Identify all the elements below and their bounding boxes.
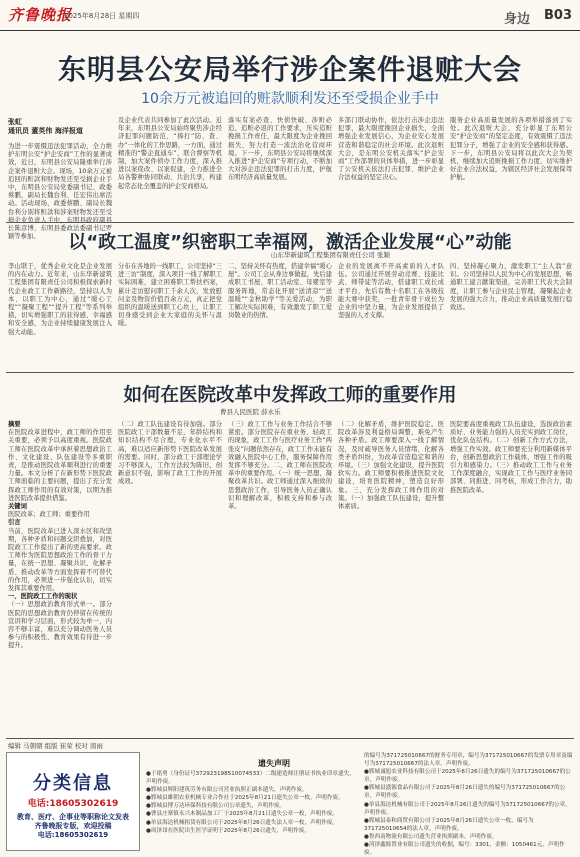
abstract-text: 在医院改革进程中，政工师的作用至关重要，必须予以高度重视。医院政工师在医院改革中承担着思想政治工作、文化建设、队伍建设等多重职责，是推动医院改革顺利进行的重要力量。本文分析了在新形势下医院政工师面临的主要问题，提出了充分发挥政工师作用的有效对策，以期为推进医院改革提供借鉴。: [8, 429, 112, 502]
lost-notice-entry: ●郓城县博万达环保科技有限公司公章遗失，声明作废。: [146, 803, 286, 810]
classified-line: 齐鲁晚报专版，欢迎投稿: [34, 822, 112, 830]
lost-notice-entry: ●郓城县泰和商贸有限公司于2025年8月26日遗失公章一枚，编号为371725010654的法人章，声明作废。: [364, 817, 534, 832]
article2-column-1: 李山联于，优秀企业文化是企业发展的内在动力。近年来，山东华新建筑工程集团有限责任公司积极探索新时代企业政工工作新路径，坚持以人为本、以职工为中心，通过“暖心工程”“凝聚工程”“提升工程”等系列举措，切实增强职工的获得感、幸福感和安全感，为企业持续健康发展注入强大动能。: [8, 263, 112, 336]
lost-notice-entry: ●于绪勇（身份证号372923198510074533）二级建造师注册证书执业印章遗失，声明作废。: [146, 771, 355, 786]
classified-line: 电话:18605302619: [37, 831, 109, 839]
newspaper-logo: 齐鲁晚报: [8, 6, 73, 24]
article3-column-2: （二）政工队伍建设有待加强。部分医院政工干部数量不足，年龄结构和知识结构不尽合理，专业化水平不高，难以适应新形势下医院改革发展的需要。同时，部分政工干部理论学习不够深入，工作方法较为陈旧，创新意识不强，影响了政工工作的开展成效。: [118, 421, 222, 486]
lost-notice-entry: ●菏泽鑫源置业有限公司遗失的收据，编号：3301，金额：1050461元，声明作废。: [364, 842, 565, 857]
section-text: （一）思想政治教育形式单一。部分医院的思想政治教育仍停留在传统的宣讲和学习层面，形式较为单一，内容不够丰富，难以充分调动医务人员参与的积极性，教育效果有待进一步提升。: [8, 601, 112, 650]
issue-date: 2025年8月28日 星期四: [64, 12, 140, 20]
divider: [6, 738, 574, 739]
keywords-label: 关键词: [8, 503, 27, 511]
article1-column-3: 落实有案必查、快侦快破、涉赃必追、追赃必返的工作要求，压实追赃挽损工作责任，最大限度为企业挽回损失，努力打造一流法治化营商环境。下一步，东明县公安局将继续深入推进“护企安商”专项行动，不断加大对涉企违法犯罪的打击力度，护航东明经济高质量发展。: [228, 117, 332, 182]
article2-column-5: 四、坚持凝心聚力，激发职工“主人翁”意识。公司坚持以人民为中心的发展思想，畅通职工建言献策渠道，完善职工代表大会制度，让职工参与企业民主管理，凝聚起企业发展的强大合力，推动企业高质量发展行稳致远。: [450, 263, 572, 312]
lost-notice-entry: ●周泽昂在医院出生医学证明于2025年8月26日遗失，声明作废。: [146, 827, 311, 834]
article3-source: 曹县人民医院 薛永乐: [220, 408, 281, 416]
lost-notice-entry: ●郓城县盛源食品有限公司于2025年8月26日遗失的编号为371725010667的公章，声明作废。: [364, 785, 566, 800]
article1-column-4: 多部门联动协作，依法打击涉企违法犯罪，最大限度挽回企业损失，全面增强企业发展信心，为企业安心发展营造和谐稳定的社会环境。此次退赃大会，是东明公安机关落实“护企安商”工作部署的具体举措，进一步彰显了公安机关依法打击犯罪、维护企业合法权益的坚定决心。: [338, 117, 444, 182]
lost-notice-entry: ●郓城县雄朝农业机械专业合作社于2025年8月21日遗失公章一枚，声明作废。: [146, 795, 344, 802]
classified-phone: 电话:18605302619: [27, 799, 119, 809]
article3-column-3: （三）政工工作与业务工作结合不够紧密。部分医院存在重业务、轻政工的现象，政工工作与医疗业务工作“两张皮”问题依然存在，政工工作未能有效融入医院中心工作，服务保障作用发挥不够充分。二、政工师在医院改革中的重要作用。（一）统一思想，凝聚改革共识。政工师通过深入细致的思想政治工作，引导医务人员正确认识和理解改革，积极支持和参与改革。: [228, 421, 333, 511]
classified-body: [11, 813, 135, 840]
article3-column-1: [8, 421, 112, 735]
keywords-text: 医院改革；政工师；重要作用: [8, 511, 90, 519]
article-title-second: 以“政工温度”织密职工幸福网，激活企业发展“心”动能: [68, 232, 512, 253]
byline-correspondents: 通讯员 董英伟 海洋报道: [8, 127, 83, 135]
lost-notice-column-left: [146, 770, 358, 850]
divider: [6, 222, 574, 223]
section-heading: 一、医院政工工作的现状: [8, 593, 78, 601]
article2-source: 山东华新建筑工程集团有限责任公司 张颖: [270, 251, 390, 259]
abstract-label: 摘要: [8, 421, 21, 428]
article2-column-3: 二、坚持关怀有热度，搭建幸福“暖心屋”。公司工会从身边事做起，先后建成职工书屋、职工活动室、母婴室等服务阵地，常态化开展“送清凉”“送温暖”“金秋助学”等关爱活动，为职工解决实际困难，有效激发了职工爱岗敬业的热情。: [228, 263, 333, 320]
article3-column-4: （二）化解矛盾，维护医院稳定。医院改革涉及利益格局调整，难免产生各种矛盾。政工师要深入一线了解情况，及时疏导医务人员情绪，化解各类矛盾纠纷，为改革营造稳定和谐的环境。（三）加强文化建设，提升医院软实力。政工师要积极推进医院文化建设，培育医院精神，塑造良好形象。三、充分发挥政工师作用的对策。（一）加强政工队伍建设，提升整体素质。: [338, 421, 444, 511]
article1-column-5: 服务企业高质量发展的各项举措落到了实处。此次退赃大会，充分彰显了东明公安“护企安商”的坚定态度，有效震慑了违法犯罪分子，增强了企业的安全感和获得感。下一步，东明县公安局将以此次大会为契机，继续加大追赃挽损工作力度，切实维护好企业合法权益，为辖区经济社会发展保驾护航。: [450, 117, 572, 182]
lost-notice-column-right: [364, 752, 574, 857]
lost-notice-entry: ●郓城诚旭农业科技有限公司于2025年8月26日遗失的编号为371725010667的公章，声明作废。: [364, 769, 571, 784]
article3-column-5: 医院要高度重视政工队伍建设，选拔政治素质好、业务能力强的人员充实到政工岗位，优化队伍结构。（二）创新工作方式方法，增强工作实效。政工师要充分利用新媒体平台，创新思想政治工作载体，增强工作的吸引力和感染力。（三）推动政工工作与业务工作深度融合，实现政工工作与医疗业务同部署、同推进、同考核，形成工作合力，助推医院改革。: [450, 421, 572, 494]
lost-notice-entry: ●曹县庄寨镇永兴木制品加工厂于2025年8月21日遗失公章一枚，声明作废。: [146, 811, 339, 818]
lost-notice-title: 遗失声明: [258, 759, 290, 768]
lost-notice-entry: ●郓城县辉阳建筑劳务有限公司营业执照正副本遗失，声明作废。: [146, 787, 308, 794]
masthead: [0, 0, 580, 31]
editor-credits: 编辑 马朝朝 组版 崔荣 校对 南雨: [8, 742, 103, 750]
page-number: B03: [544, 8, 572, 23]
classified-line: 教育、医疗、企事业等职称论文发表: [17, 813, 129, 821]
article-title-main: 东明县公安局举行涉企案件退赃大会: [57, 53, 522, 86]
article2-column-2: 分布在各地的一线职工，公司坚持“三进三访”制度，深入项目一线了解职工实际困难，建立困难职工帮扶档案，累计走访慰问职工千余人次，发放慰问金及物资价值百余万元，真正把党组织的温暖送到职工心坎上，让职工切身感受到企业大家庭的关怀与温暖。: [118, 263, 223, 328]
byline-reporter: 张虹: [8, 118, 22, 126]
article2-column-4: 企业的发展离不开高素质的人才队伍。公司通过开展劳动竞赛、技能比武、师带徒等活动，搭建职工成长成才平台，先后有数十名职工在各级技能大赛中获奖，一批青年骨干成长为企业的中坚力量，为企业发展提供了坚强的人才支撑。: [338, 263, 444, 320]
article1-column-1: 为进一步震慑违法犯罪活动，全力维护东明公安“护企安商”工作的显著成效，近日，东明县公安局隆重举行涉企案件退赃大会。现场，10余万元被追回的赃款和财物发还至受损企业手中，东明县公安局党委副书记、政委蔡鹏，副局长魏台利、任宏伟出席活动。活动现场，政委蔡鹏、副局长魏台利分别将赃款和涉案财物发还至受损企业负责人手中，东明县政府副县长陈彦博、东明县委政法委副书记罗颖等参加。: [8, 143, 112, 241]
lost-notice-entry: 的编号为371725010667的财务专用章，编号为371725010667的发票专用章及编号为371725010667的法人章，声明作废。: [364, 753, 573, 768]
article-subtitle-main: 10余万元被追回的赃款顺利发还至受损企业手中: [141, 91, 439, 107]
lost-notice-entry: ●鲁西南物流有限公司遗失营业执照副本，声明作废。: [364, 833, 498, 840]
classified-ad-box: [6, 752, 140, 851]
section-name: 身边: [503, 12, 530, 27]
lost-notice-entry: ●单县海达机械有限公司于2025年8月26日遗失的编号为371725010667的公章，声明作废。: [364, 801, 571, 816]
intro-text: 当前，医院改革已进入深水区和攻坚期，各种矛盾和问题交织叠加，对医院政工工作提出了新的更高要求。政工师作为医院思想政治工作的骨干力量，在统一思想、凝聚共识、化解矛盾、推动改革等方面发挥着不可替代的作用，必须进一步强化认识，切实发挥其重要作用。: [8, 527, 112, 593]
article1-column-2: 及企业代表共同参加了此次活动。近年来，东明县公安局始终聚焦涉企经济犯罪问题防范、“捧打”防、查、办”一体化的工作思路，一方面，通过精准的“警企直通车”、联合督察等机制，加大案件侦办工作力度，深入推进以案促改、以案促建，全力推进全局各警种协同联动、共治共享，构建起常态化全覆盖的护企安商格局。: [118, 117, 223, 190]
lost-notice-entry: ●单县海达机械租赁有限公司于2025年8月26日遗失法人章一枚，声明作废。: [146, 819, 339, 826]
intro-label: 引言: [8, 519, 21, 527]
article-title-third: 如何在医院改革中发挥政工师的重要作用: [123, 385, 457, 406]
classified-title: 分类信息: [33, 773, 113, 794]
divider: [6, 372, 574, 373]
